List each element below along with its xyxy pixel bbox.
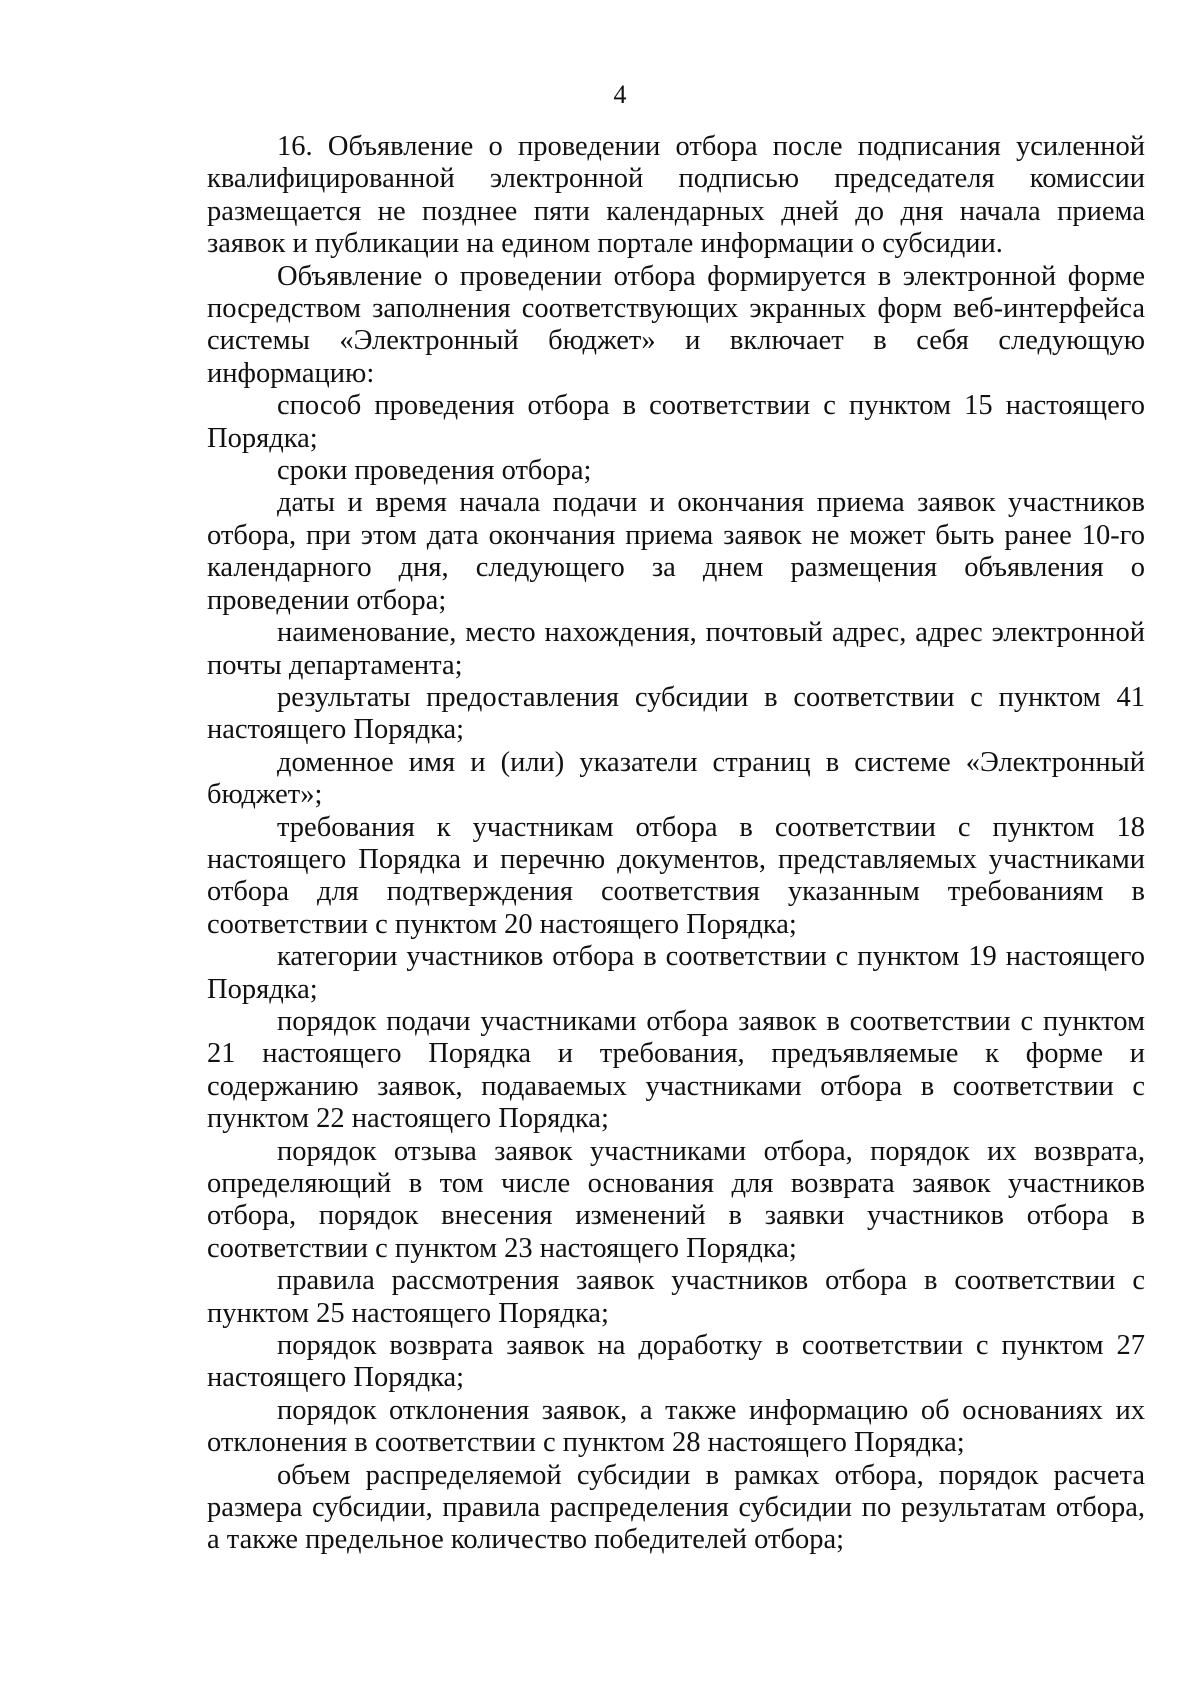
list-item-participant-categories: категории участников отбора в соответствии с пунктом 19 настоящего Порядка; xyxy=(207,941,1145,1005)
list-item-application-withdrawal: порядок отзыва заявок участниками отбора, порядок их возврата, определяющий в том числе основания для возврата заявок участников отбора, порядок внесения изменений в заявки участников отбора в соответствии с пунктом 23 настоящего Порядка; xyxy=(207,1135,1145,1264)
list-item-domain-name: доменное имя и (или) указатели страниц в системе «Электронный бюджет»; xyxy=(207,746,1145,811)
list-item-participant-requirements: требования к участникам отбора в соответствии с пунктом 18 настоящего Порядка и перечню документов, представляемых участниками отбора для подтверждения соответствия указанным требованиям в соответствии с пунктом 20 настоящего Порядка; xyxy=(207,811,1145,940)
list-item-department-contacts: наименование, место нахождения, почтовый адрес, адрес электронной почты департамента; xyxy=(207,617,1145,681)
list-item-subsidy-results: результаты предоставления субсидии в соответствии с пунктом 41 настоящего Порядка; xyxy=(207,681,1145,746)
list-item-subsidy-volume: объем распределяемой субсидии в рамках отбора, порядок расчета размера субсидии, правила распределения субсидии по результатам отбора, а также предельное количество победителей отбора; xyxy=(207,1459,1145,1556)
list-item-review-rules: правила рассмотрения заявок участников отбора в соответствии с пунктом 25 настоящего Порядка; xyxy=(207,1265,1145,1329)
paragraph-16-announcement: 16. Объявление о проведении отбора после подписания усиленной квалифицированной электронной подписью председателя комиссии размещается не позднее пяти календарных дней до дня начала приема заявок и публикации на едином портале информации о субсидии. xyxy=(207,131,1145,260)
document-body xyxy=(207,131,1145,1557)
list-item-rejection-procedure: порядок отклонения заявок, а также информацию об основаниях их отклонения в соответствии с пунктом 28 настоящего Порядка; xyxy=(207,1394,1145,1459)
list-item-selection-terms: сроки проведения отбора; xyxy=(277,455,592,487)
page-number: 4 xyxy=(613,80,627,109)
list-item-application-procedure: порядок подачи участниками отбора заявок в соответствии с пунктом 21 настоящего Порядка и требования, предъявляемые к форме и содержанию заявок, подаваемых участниками отбора в соответствии с пунктом 22 настоящего Порядка; xyxy=(207,1005,1145,1135)
list-item-return-for-revision: порядок возврата заявок на доработку в соответствии с пунктом 27 настоящего Порядка; xyxy=(207,1330,1145,1394)
list-item-application-dates: даты и время начала подачи и окончания приема заявок участников отбора, при этом дата окончания приема заявок не может быть ранее 10-го календарного дня, следующего за днем размещения объявления о проведении отбора; xyxy=(207,487,1145,616)
paragraph-announcement-content: Объявление о проведении отбора формируется в электронной форме посредством заполнения соответствующих экранных форм веб-интерфейса системы «Электронный бюджет» и включает в себя следующую информацию: xyxy=(207,260,1145,389)
list-item-selection-method: способ проведения отбора в соответствии с пунктом 15 настоящего Порядка; xyxy=(207,390,1145,454)
